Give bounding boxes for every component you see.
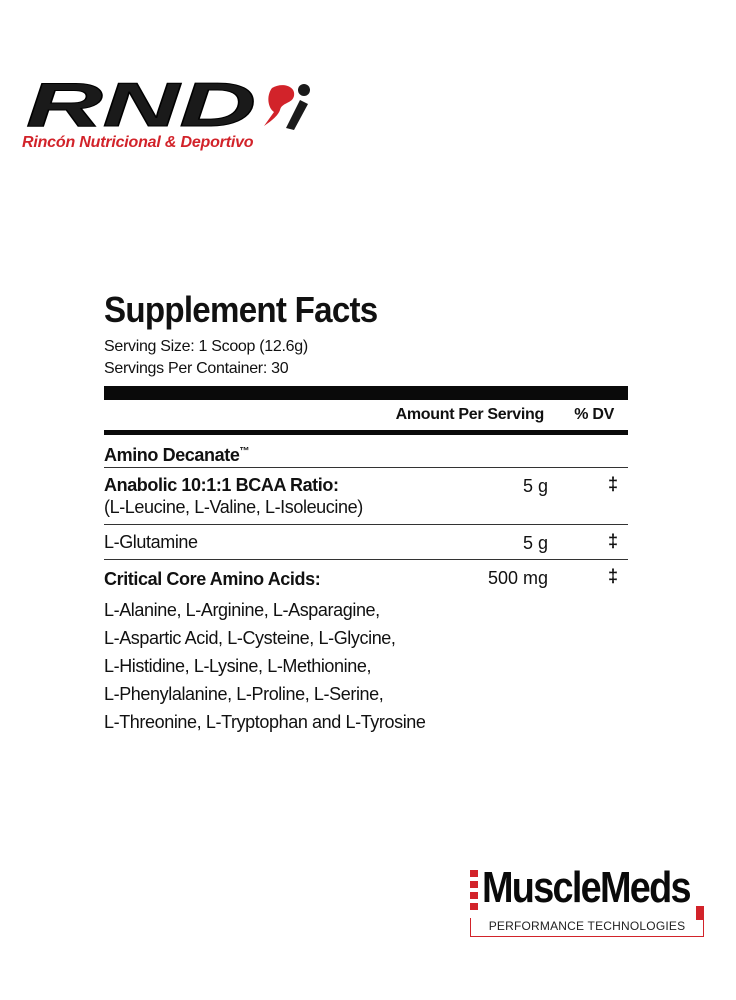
rnd-tagline: Rincón Nutricional & Deportivo [22, 134, 254, 151]
ingredient-dv: ‡ [607, 531, 618, 551]
ingredient-dv: ‡ [607, 474, 618, 494]
ingredient-detail: L-Threonine, L-Tryptophan and L-Tyrosine [104, 712, 426, 732]
ingredient-detail: L-Alanine, L-Arginine, L-Asparagine, [104, 600, 380, 620]
ingredient-name: Critical Core Amino Acids: [104, 569, 321, 589]
column-header-row [104, 400, 628, 430]
ingredient-amount: 500 mg [487, 568, 548, 588]
musclemeds-tagline: PERFORMANCE TECHNOLOGIES [488, 919, 686, 933]
ingredient-detail: L-Phenylalanine, L-Proline, L-Serine, [104, 684, 384, 704]
blend-tm: ™ [239, 446, 250, 457]
table-row [104, 525, 628, 560]
ingredient-amount: 5 g [522, 476, 548, 496]
ingredient-amount: 5 g [522, 533, 548, 553]
servings-per-container: Servings Per Container: 30 [104, 360, 289, 377]
col-dv-header: % DV [574, 406, 614, 423]
serving-size: Serving Size: 1 Scoop (12.6g) [104, 338, 308, 355]
ingredient-name: Anabolic 10:1:1 BCAA Ratio: [104, 475, 339, 495]
ingredient-name: L-Glutamine [104, 532, 198, 552]
blend-name [104, 435, 628, 466]
rnd-logo-mark [22, 78, 312, 134]
ingredient-dv: ‡ [607, 566, 618, 586]
table-row [104, 560, 628, 730]
blend-name-text: Amino Decanate [104, 445, 240, 465]
facts-title: Supplement Facts [104, 289, 378, 330]
ingredient-detail: L-Aspartic Acid, L-Cysteine, L-Glycine, [104, 628, 396, 648]
col-amount-header: Amount Per Serving [395, 406, 544, 423]
table-row [104, 468, 628, 525]
rnd-logo-letters: RND [26, 78, 256, 134]
musclemeds-logo [470, 862, 704, 940]
ingredient-detail: L-Histidine, L-Lysine, L-Methionine, [104, 656, 372, 676]
musclemeds-bars-icon [470, 870, 478, 916]
rnd-logo [22, 78, 322, 158]
ingredient-detail: (L-Leucine, L-Valine, L-Isoleucine) [104, 497, 363, 517]
musclemeds-tagline-box [470, 918, 704, 937]
musclemeds-wordmark: MuscleMeds [482, 863, 690, 912]
blend-row [104, 435, 628, 468]
thick-divider [104, 386, 628, 400]
runner-icon [264, 84, 310, 130]
supplement-facts-panel [104, 290, 628, 730]
